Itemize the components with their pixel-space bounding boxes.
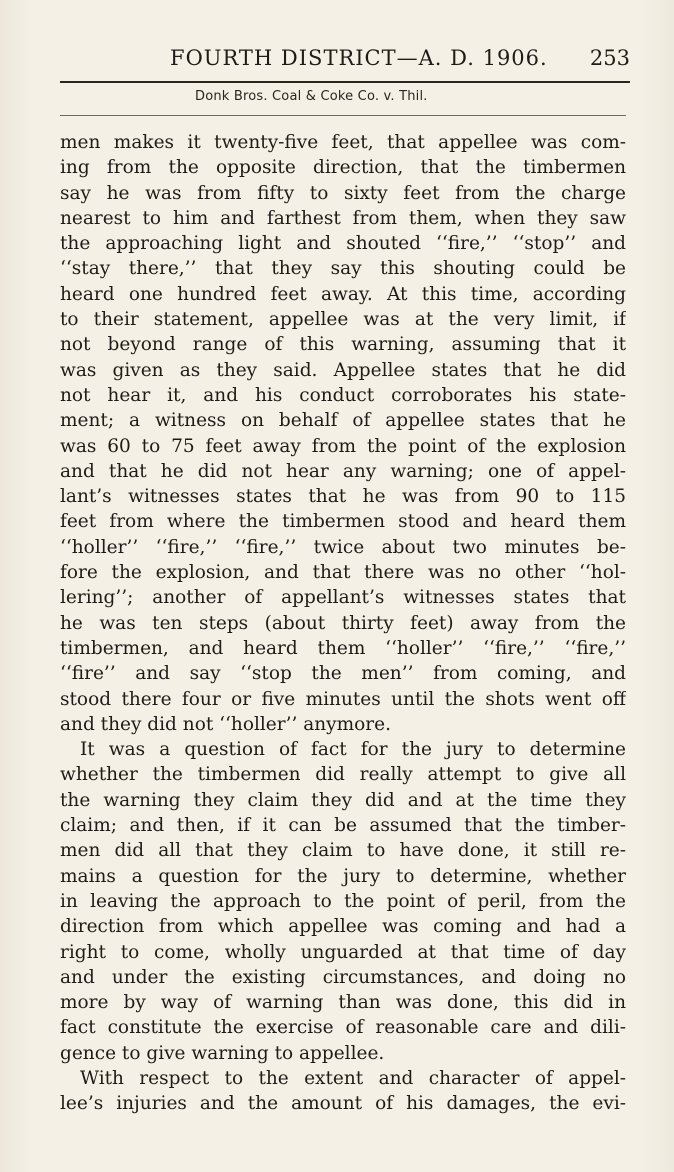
page-number: 253 (589, 46, 630, 70)
text-line: not beyond range of this warning, assuming that it (60, 334, 626, 356)
text-line: ‘‘stay there,’’ that they say this shouting could be (60, 258, 626, 280)
case-title-rule (60, 115, 626, 116)
text-line: ment; a witness on behalf of appellee states that he (60, 410, 626, 432)
text-line: timbermen, and heard them ‘‘holler’’ ‘‘fire,’’ ‘‘fire,’’ (60, 637, 626, 659)
text-line: nearest to him and farthest from them, when they saw (60, 207, 626, 229)
text-line: he was ten steps (about thirty feet) away from the (60, 612, 626, 634)
text-line: in leaving the approach to the point of peril, from the (60, 890, 626, 912)
running-title: FOURTH DISTRICT—A. D. 1906. (170, 46, 548, 70)
text-line: lering’’; another of appellant’s witnesses states that (60, 587, 626, 609)
case-title: Donk Bros. Coal & Coke Co. v. Thil. (195, 89, 428, 104)
text-line: and under the existing circumstances, and doing no (60, 966, 626, 988)
text-line: heard one hundred feet away. At this time, according (60, 283, 626, 305)
text-line: ing from the opposite direction, that the timbermen (60, 157, 626, 179)
text-line: mains a question for the jury to determine, whether (60, 865, 626, 887)
text-line: lee’s injuries and the amount of his damages, the evi- (60, 1093, 626, 1115)
running-head (60, 38, 630, 78)
text-line: men makes it twenty-five feet, that appellee was com- (60, 132, 626, 153)
text-line: ‘‘holler’’ ‘‘fire,’’ ‘‘fire,’’ twice about two minutes be- (60, 536, 626, 558)
text-line: was given as they said. Appellee states that he did (60, 359, 626, 381)
text-line: feet from where the timbermen stood and heard them (60, 511, 626, 533)
text-line: It was a question of fact for the jury to determine (80, 739, 626, 761)
body-text (60, 130, 626, 1117)
text-line: gence to give warning to appellee. (60, 1042, 385, 1064)
header-rule (60, 81, 630, 83)
text-line: the approaching light and shouted ‘‘fire,’’ ‘‘stop’’ and (60, 233, 626, 255)
text-line: ‘‘fire’’ and say ‘‘stop the men’’ from coming, and (60, 663, 626, 685)
text-line: fore the explosion, and that there was no other ‘‘hol- (60, 562, 626, 584)
text-line: claim; and then, if it can be assumed that the timber- (60, 815, 626, 837)
text-line: men did all that they claim to have done, it still re- (60, 840, 626, 862)
text-line: and they did not ‘‘holler’’ anymore. (60, 713, 391, 735)
text-line: say he was from fifty to sixty feet from the charge (60, 182, 626, 204)
text-line: whether the timbermen did really attempt to give all (60, 764, 626, 786)
text-line: direction from which appellee was coming and had a (60, 916, 626, 938)
text-line: to their statement, appellee was at the very limit, if (60, 309, 626, 331)
text-line: was 60 to 75 feet away from the point of the explosion (60, 435, 626, 457)
text-line: right to come, wholly unguarded at that time of day (60, 941, 626, 963)
text-line: stood there four or five minutes until the shots went off (60, 688, 626, 710)
text-line: and that he did not hear any warning; one of appel- (60, 460, 626, 482)
text-line: lant’s witnesses states that he was from 90 to 115 (60, 486, 626, 508)
text-line: the warning they claim they did and at the time they (60, 789, 626, 811)
text-line: not hear it, and his conduct corroborates his state- (60, 384, 626, 406)
text-line: fact constitute the exercise of reasonable care and dili- (60, 1017, 626, 1039)
text-line: more by way of warning than was done, this did in (60, 992, 626, 1014)
text-line: With respect to the extent and character of appel- (80, 1067, 626, 1089)
